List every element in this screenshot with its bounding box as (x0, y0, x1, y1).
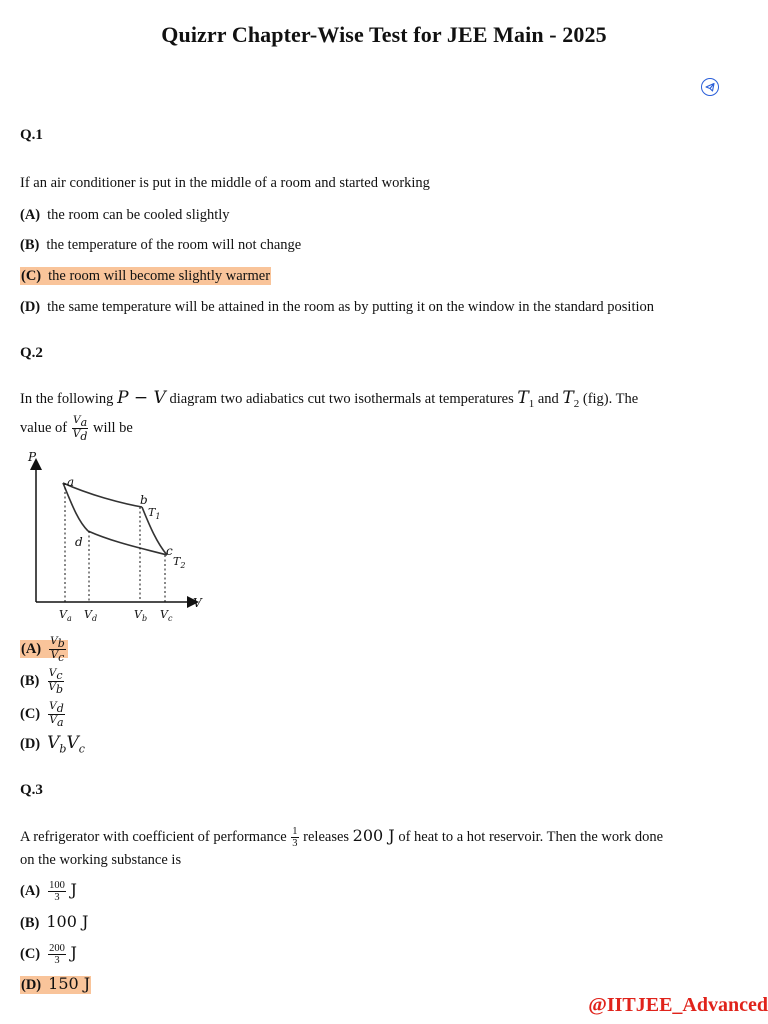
question-3-number: Q.3 (20, 782, 43, 798)
tick-label-vb: $V_b$ (134, 608, 148, 623)
ratio-fraction: $\frac{V_a}{V_d}$ (72, 413, 88, 444)
point-label-d: d (75, 535, 83, 549)
option-text: the room will become slightly warmer (48, 268, 271, 284)
question-2-option-b[interactable]: (B) $\frac{V_c}{V_b}$ (20, 667, 63, 697)
question-1-number: Q.1 (20, 127, 43, 143)
question-2-number: Q.2 (20, 345, 43, 361)
question-3-stem: A refrigerator with coefficient of performance $\frac{1}{3}$ releases 200 J of heat to a hot reservoir. Then the work done on the working substance is (20, 826, 664, 869)
question-3-option-d[interactable] (20, 974, 91, 995)
question-1-option-d[interactable] (20, 297, 654, 317)
page-title: Quizrr Chapter-Wise Test for JEE Main - 2025 (161, 22, 607, 47)
axis-label-p: P (28, 450, 37, 464)
answer-highlight (20, 267, 271, 285)
isotherm-t1 (63, 483, 142, 507)
question-3-option-c[interactable]: (C) $\frac{200}{3}$ J (20, 943, 77, 967)
question-2-option-a[interactable] (20, 636, 68, 663)
answer-highlight: (A) $\frac{V_b}{V_c}$ (20, 640, 68, 658)
adiabat-ad (63, 483, 88, 531)
telegram-icon[interactable] (701, 78, 719, 96)
question-1-stem: If an air conditioner is put in the middle of a room and started working (20, 175, 430, 191)
question-2-option-d[interactable]: (D) $V_bV_c$ (20, 733, 85, 756)
option-label: (D) (20, 299, 41, 315)
tick-label-va: $V_a$ (59, 608, 72, 623)
tick-label-vc: $V_c$ (160, 608, 173, 623)
question-3-option-b[interactable]: (B) 100 J (20, 912, 89, 931)
question-1-option-c[interactable] (20, 266, 271, 286)
question-2-option-c[interactable]: (C) $\frac{V_d}{V_a}$ (20, 700, 64, 730)
pv-diagram (20, 445, 220, 630)
question-2-stem: In the following P − V diagram two adiabatics cut two isothermals at temperatures $T_1$ and $T_2$ (fig). The value of $\frac{V_a}{V_d}$ will be (20, 388, 639, 444)
axis-label-v: V (193, 596, 202, 610)
option-math: $V_bV_c$ (47, 733, 85, 756)
option-text: the room can be cooled slightly (47, 207, 230, 223)
point-label-b: b (140, 493, 148, 507)
isotherm-label-t1: $T_1$ (148, 506, 161, 521)
option-text: the same temperature will be attained in the room as by putting it on the window in the standard position (47, 299, 654, 315)
point-label-c: c (166, 544, 173, 558)
point-label-a: a (67, 475, 75, 489)
tick-label-vd: $V_d$ (84, 608, 98, 623)
option-label: (B) (20, 237, 40, 253)
option-text: the temperature of the room will not change (46, 237, 302, 253)
footer-handle: @IITJEE_Advanced (588, 994, 768, 1016)
option-label: (A) (20, 207, 41, 223)
question-1-option-a[interactable] (20, 205, 230, 225)
question-1-option-b[interactable] (20, 235, 301, 255)
question-3-option-a[interactable]: (A) $\frac{100}{3}$ J (20, 880, 77, 904)
answer-highlight: (D) 150 J (21, 974, 91, 993)
option-label: (C) (21, 268, 42, 284)
isotherm-label-t2: $T_2$ (173, 555, 186, 570)
